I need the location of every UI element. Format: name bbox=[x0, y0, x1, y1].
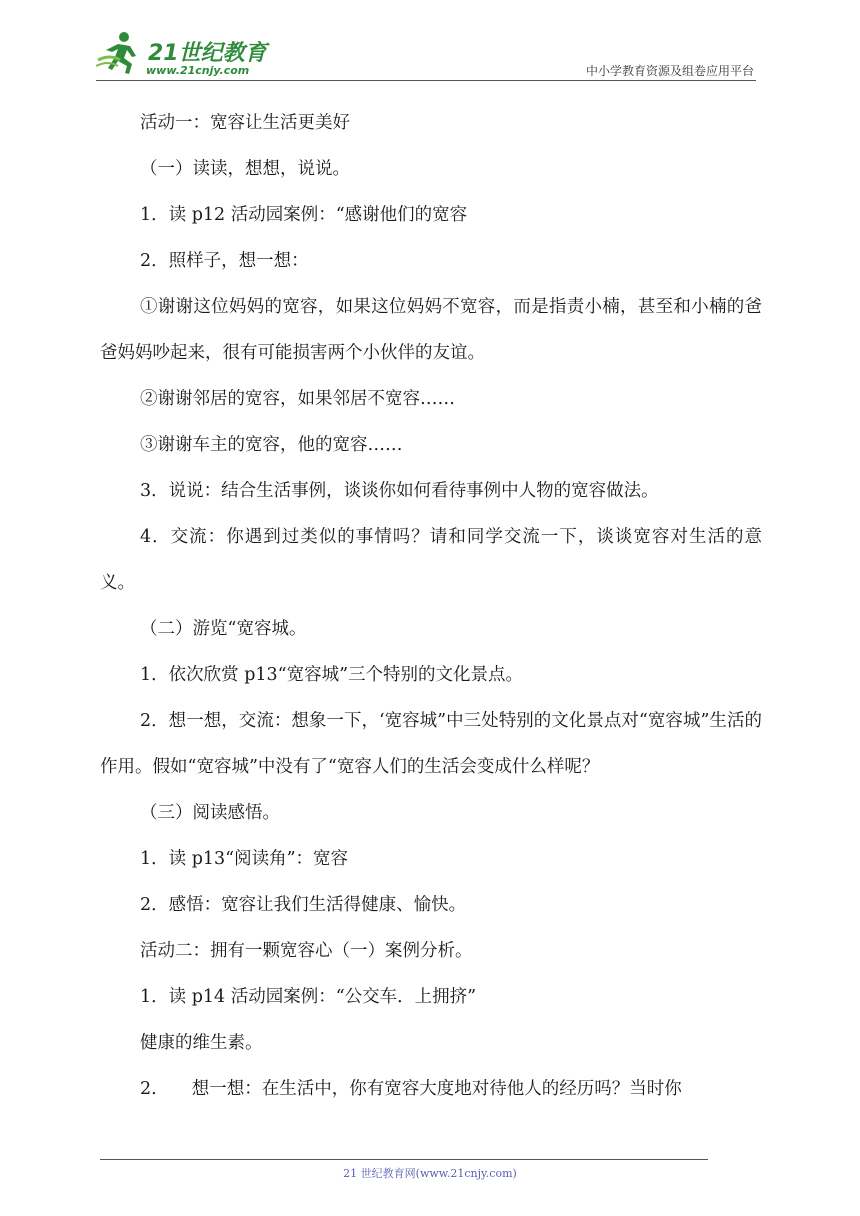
paragraph: ①谢谢这位妈妈的宽容，如果这位妈妈不宽容，而是指责小楠，甚至和小楠的爸爸妈妈吵起来，很有可能损害两个小伙伴的友谊。 bbox=[100, 297, 762, 363]
paragraph: 健康的维生素。 bbox=[140, 1033, 263, 1053]
paragraph: 2．想一想，交流：想象一下，‘宽容城”中三处特别的文化景点对“宽容城”生活的作用。假如“宽容城”中没有了“宽容人们的生活会变成什么样呢？ bbox=[100, 711, 762, 777]
header-tagline: 中小学教育资源及组卷应用平台 bbox=[585, 64, 754, 78]
paragraph: （二）游览“宽容城。 bbox=[140, 619, 307, 639]
paragraph: 2．感悟：宽容让我们生活得健康、愉快。 bbox=[140, 895, 467, 915]
footer-divider bbox=[100, 1159, 708, 1160]
paragraph: 1．读 p13“阅读角”：宽容 bbox=[140, 849, 349, 869]
paragraph: 活动二：拥有一颗宽容心（一）案例分析。 bbox=[140, 941, 473, 961]
paragraph: 活动一：宽容让生活更美好 bbox=[140, 113, 350, 133]
document-body bbox=[100, 100, 762, 1112]
logo-url-text: www.21cnjy.com bbox=[146, 64, 250, 77]
paragraph: 2. 想一想：在生活中，你有宽容大度地对待他人的经历吗？当时你 bbox=[140, 1079, 682, 1099]
logo-brand-text: 21世纪教育 bbox=[148, 41, 267, 66]
page-header bbox=[0, 0, 860, 90]
paragraph: ②谢谢邻居的宽容，如果邻居不宽容…… bbox=[140, 389, 455, 409]
header-divider bbox=[96, 80, 756, 81]
runner-icon bbox=[96, 30, 148, 76]
paragraph: 4．交流：你遇到过类似的事情吗？请和同学交流一下，谈谈宽容对生活的意义。 bbox=[100, 527, 762, 593]
paragraph: 1．读 p14 活动园案例：“公交车．上拥挤” bbox=[140, 987, 477, 1007]
site-logo[interactable] bbox=[96, 30, 266, 82]
footer-link[interactable]: 21 世纪教育网(www.21cnjy.com) bbox=[343, 1167, 517, 1180]
paragraph: （一）读读，想想，说说。 bbox=[140, 159, 350, 179]
paragraph: （三）阅读感悟。 bbox=[140, 803, 280, 823]
paragraph: 1．依次欣赏 p13“宽容城”三个特别的文化景点。 bbox=[140, 665, 524, 685]
paragraph: 3．说说：结合生活事例，谈谈你如何看待事例中人物的宽容做法。 bbox=[140, 481, 659, 501]
paragraph: ③谢谢车主的宽容，他的宽容…… bbox=[140, 435, 403, 455]
paragraph: 2．照样子，想一想： bbox=[140, 251, 309, 271]
paragraph: 1．读 p12 活动园案例：“感谢他们的宽容 bbox=[140, 205, 468, 225]
